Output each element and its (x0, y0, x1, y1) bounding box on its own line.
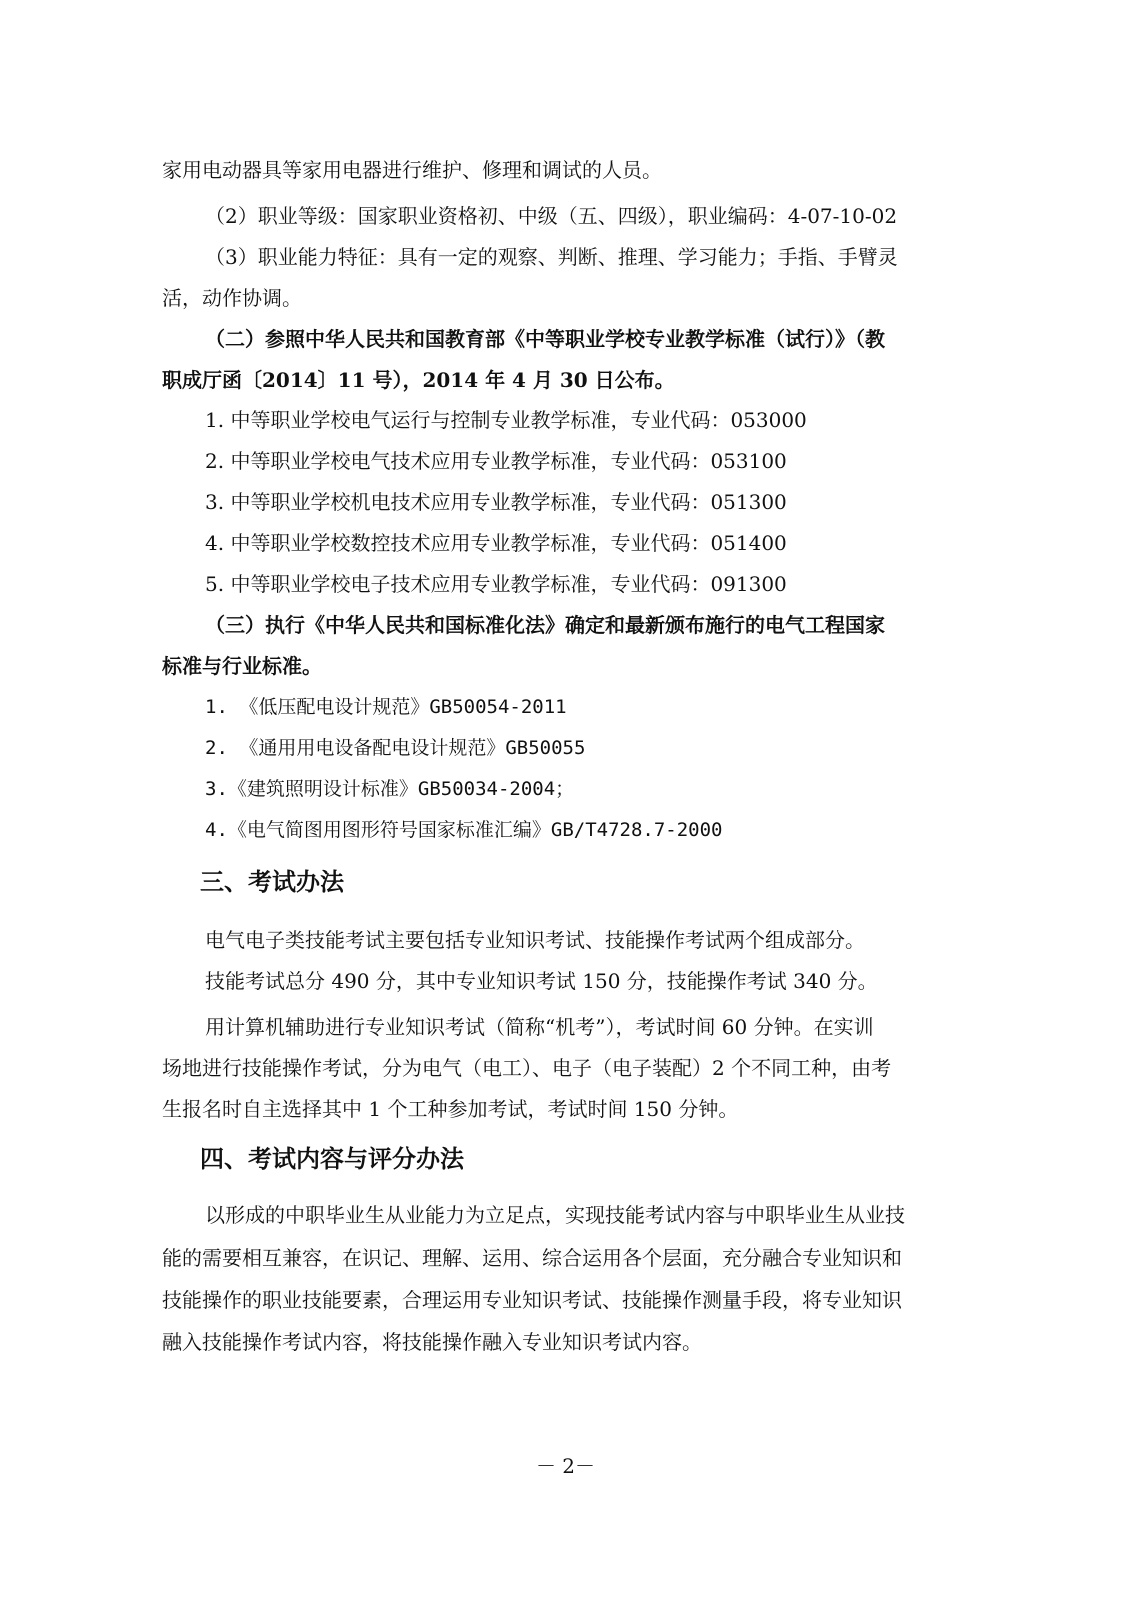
occupation-ability-text-2: 活，动作协调。 (162, 286, 302, 310)
occupation-ability-text-1: （3）职业能力特征：具有一定的观察、判断、推理、学习能力；手指、手臂灵 (205, 245, 898, 269)
section2-heading-2: 职成厅函〔2014〕11 号），2014 年 4 月 30 日公布。 (162, 368, 675, 392)
exam-method-paragraph: 生报名时自主选择其中 1 个工种参加考试，考试时间 150 分钟。 (162, 1097, 739, 1121)
standard-list-item: 1. 《低压配电设计规范》GB50054-2011 (205, 696, 567, 718)
section2-heading-1: （二）参照中华人民共和国教育部《中等职业学校专业教学标准（试行）》（教 (205, 327, 885, 351)
exam-method-title: 三、考试办法 (200, 868, 344, 896)
content-scoring-paragraph: 技能操作的职业技能要素，合理运用专业知识考试、技能操作测量手段，将专业知识 (162, 1288, 902, 1312)
section3-heading-2: 标准与行业标准。 (162, 654, 322, 678)
standard-list-item: 3.《建筑照明设计标准》GB50034-2004； (205, 778, 575, 800)
exam-method-paragraph: 用计算机辅助进行专业知识考试（简称“机考”），考试时间 60 分钟。在实训 (205, 1015, 874, 1039)
section2-list-item: 3. 中等职业学校机电技术应用专业教学标准，专业代码：051300 (205, 490, 787, 514)
content-scoring-paragraph: 融入技能操作考试内容，将技能操作融入专业知识考试内容。 (162, 1330, 702, 1354)
standard-list-item: 4.《电气简图用图形符号国家标准汇编》GB/T4728.7-2000 (205, 819, 723, 841)
exam-method-paragraph: 技能考试总分 490 分，其中专业知识考试 150 分，技能操作考试 340 分。 (205, 969, 878, 993)
intro-continued-text: 家用电动器具等家用电器进行维护、修理和调试的人员。 (162, 158, 662, 182)
content-scoring-paragraph: 以形成的中职毕业生从业能力为立足点，实现技能考试内容与中职毕业生从业技 (205, 1203, 905, 1227)
standard-list-item: 2. 《通用用电设备配电设计规范》GB50055 (205, 737, 586, 759)
page-number: － 2－ (535, 1454, 596, 1478)
content-scoring-paragraph: 能的需要相互兼容，在识记、理解、运用、综合运用各个层面，充分融合专业知识和 (162, 1246, 902, 1270)
section2-list-item: 5. 中等职业学校电子技术应用专业教学标准，专业代码：091300 (205, 572, 787, 596)
section2-list-item: 1. 中等职业学校电气运行与控制专业教学标准，专业代码：053000 (205, 408, 807, 432)
content-scoring-title: 四、考试内容与评分办法 (200, 1145, 464, 1173)
section2-list-item: 4. 中等职业学校数控技术应用专业教学标准，专业代码：051400 (205, 531, 787, 555)
exam-method-paragraph: 场地进行技能操作考试，分为电气（电工）、电子（电子装配）2 个不同工种，由考 (162, 1056, 892, 1080)
section2-list-item: 2. 中等职业学校电气技术应用专业教学标准，专业代码：053100 (205, 449, 787, 473)
section3-heading-1: （三）执行《中华人民共和国标准化法》确定和最新颁布施行的电气工程国家 (205, 613, 885, 637)
occupation-grade-text: （2）职业等级：国家职业资格初、中级（五、四级），职业编码：4-07-10-02 (205, 204, 898, 228)
exam-method-paragraph: 电气电子类技能考试主要包括专业知识考试、技能操作考试两个组成部分。 (205, 928, 865, 952)
